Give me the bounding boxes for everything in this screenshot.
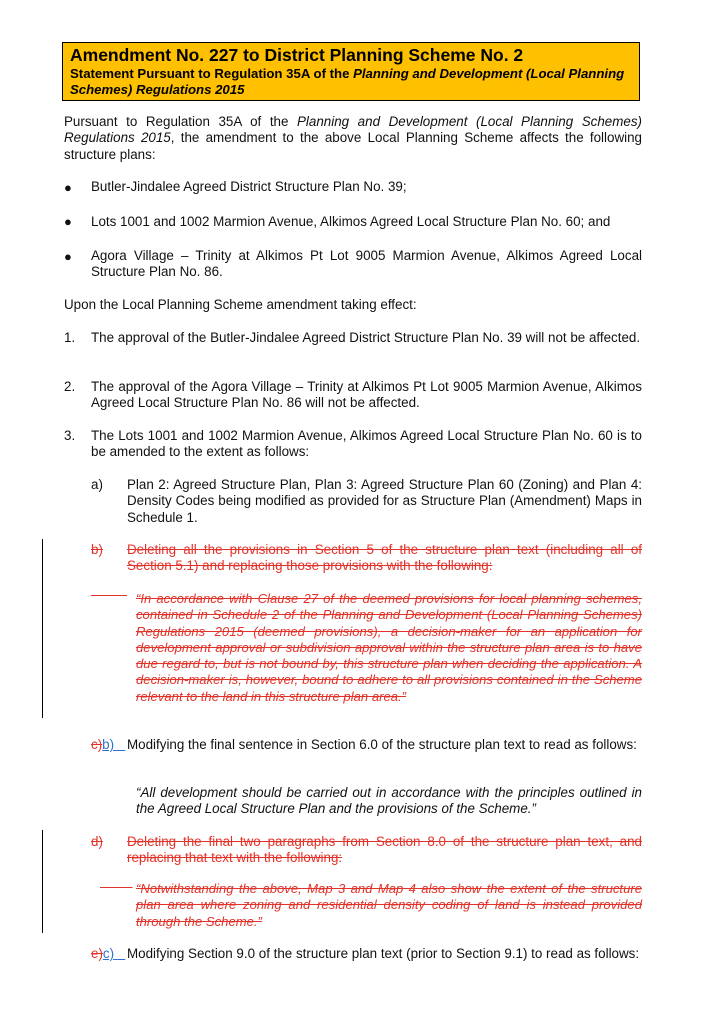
intro-regulations: Planning and Development (Local Planning Schemes) Regulations 2015: [64, 114, 643, 146]
bullet-item-2: Lots 1001 and 1002 Marmion Avenue, Alkimos Agreed Local Structure Plan No. 60; and: [91, 214, 611, 229]
deleted-indent-mark-1: [91, 588, 135, 603]
bullet-dot-3: ●: [64, 249, 72, 264]
sub-mark-d-deleted: d): [91, 834, 103, 849]
sub-text-e: Modifying Section 9.0 of the structure plan text (prior to Section 9.1) to read as follows:: [127, 946, 640, 961]
intro-paragraph: [64, 114, 642, 163]
bullet-item-3: Agora Village – Trinity at Alkimos Pt Lot 9005 Marmion Avenue, Alkimos Agreed Local Structure Plan No. 86.: [91, 248, 642, 280]
subtitle-plain: Statement Pursuant to Regulation 35A of the: [70, 66, 354, 81]
item-number-3: 3.: [64, 428, 76, 443]
item-number-2: 2.: [64, 379, 76, 394]
bullet-dot-2: ●: [64, 214, 72, 229]
amendment-title: Amendment No. 227 to District Planning Scheme No. 2: [70, 45, 524, 65]
amendment-subtitle: [70, 66, 639, 97]
intro-part1: Pursuant to Regulation 35A of the: [64, 114, 297, 129]
new-mark-b: b): [102, 737, 115, 752]
sub-mark-e-c: [91, 946, 125, 962]
quote-development: “All development should be carried out in accordance with the principles outlined in the Agreed Local Structure Plan and the provisions of the Scheme.”: [136, 785, 642, 817]
old-mark-c: c): [91, 737, 103, 752]
item-text-1: The approval of the Butler-Jindalee Agreed District Structure Plan No. 39 will not be affected.: [91, 330, 641, 345]
change-bar-1: [42, 539, 43, 718]
sub-text-a: Plan 2: Agreed Structure Plan, Plan 3: Agreed Structure Plan 60 (Zoning) and Plan 4: Density Codes being modified as provided for as Structure Plan (Amendment) Maps in Schedule 1.: [127, 477, 642, 525]
bullet-item-1: Butler-Jindalee Agreed District Structure Plan No. 39;: [91, 179, 407, 194]
new-mark-c: c): [102, 946, 115, 961]
sub-text-b-deleted: Deleting all the provisions in Section 5 of the structure plan text (including all of Section 5.1) and replacing those provisions with the following:: [127, 542, 642, 574]
amendment-header-box: [62, 42, 640, 101]
upon-paragraph: Upon the Local Planning Scheme amendment taking effect:: [64, 297, 417, 312]
sub-mark-a: a): [91, 477, 103, 492]
intro-part3: , the amendment to the above Local Planning Scheme affects the following structure plans:: [64, 130, 642, 162]
sub-text-d-deleted: Deleting the final two paragraphs from Section 8.0 of the structure plan text, and replacing that text with the following:: [127, 834, 642, 866]
item-number-1: 1.: [64, 330, 76, 345]
sub-mark-b-deleted: b): [91, 542, 103, 557]
deleted-indent-mark-2: [100, 880, 133, 895]
sub-text-c: Modifying the final sentence in Section 6.0 of the structure plan text to read as follows:: [127, 737, 637, 752]
item-text-2: The approval of the Agora Village – Trinity at Alkimos Pt Lot 9005 Marmion Avenue, Alkimos Agreed Local Structure Plan No. 86 will not be affected.: [91, 379, 642, 411]
change-bar-2: [42, 830, 43, 933]
item-text-3: The Lots 1001 and 1002 Marmion Avenue, Alkimos Agreed Local Structure Plan No. 60 is to be amended to the extent as follows:: [91, 428, 642, 460]
bullet-dot-1: ●: [64, 180, 72, 195]
old-mark-e: e): [91, 946, 103, 961]
deleted-quote-2: “Notwithstanding the above, Map 3 and Map 4 also show the extent of the structure plan area where zoning and residential density coding of land is instead provided through the Scheme.”: [136, 881, 642, 929]
deleted-quote-1: “In accordance with Clause 27 of the deemed provisions for local planning schemes, contained in Schedule 2 of the Planning and Development (Local Planning Schemes) Regulations 2015 (deemed provisions), a decision-maker for an application for development approval or subdivision approval within the structure plan area is to have due regard to, but is not bound by, this structure plan when deciding the application. A decision-maker is, however, bound to adhere to all provisions contained in the Scheme relevant to the land in this structure plan area.”: [136, 591, 642, 704]
sub-mark-c-b: [91, 737, 125, 753]
subtitle-italic: Planning and Development (Local Planning Schemes) Regulations 2015: [70, 66, 625, 97]
